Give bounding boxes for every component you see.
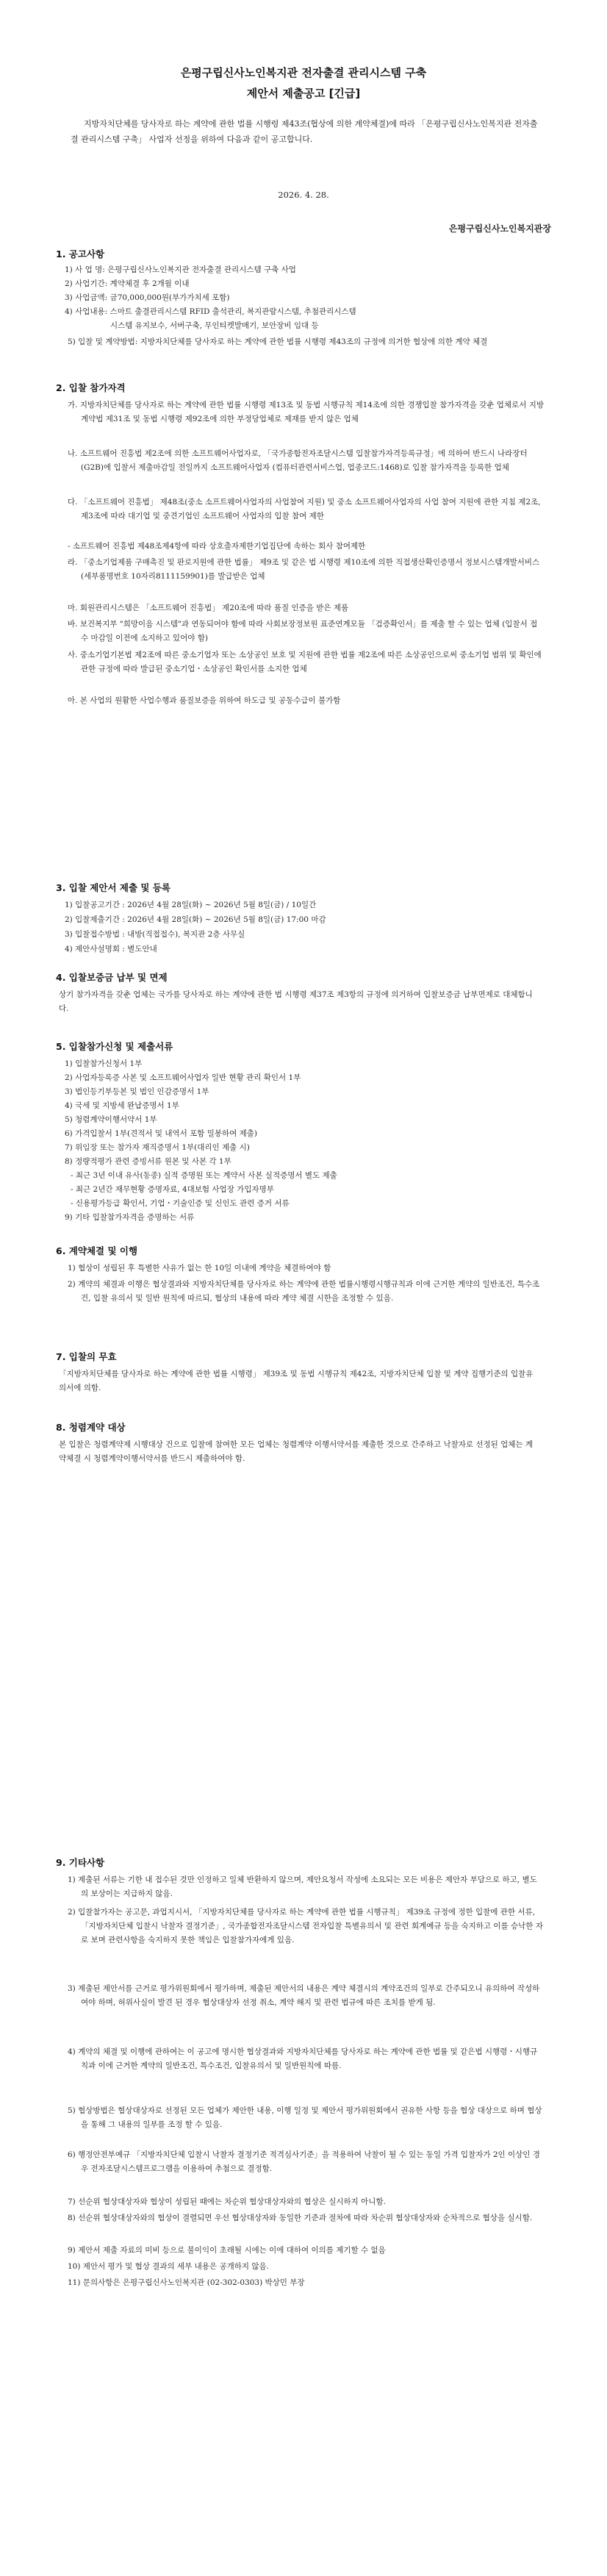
list-item: 3) 입찰접수방법 : 내방(직접접수), 복지관 2층 사무실: [65, 930, 245, 939]
section-body: 본 입찰은 청렴계약제 시행대상 건으로 입찰에 참여한 모든 업체는 청렴계약 이행서약서를 제출한 것으로 간주하고 낙찰자로 선정된 업체는 계약체결 시 청렴계약이행서약서를 반드시 제출하여야 함.: [59, 1440, 534, 1463]
section-heading: 5. 입찰참가신청 및 제출서류: [56, 1041, 173, 1052]
list-item: - 최근 3년 이내 유사(동종) 실적 증명원 또는 계약서 사본 실적증명서 별도 제출: [71, 1171, 337, 1180]
intro-paragraph: 지방자치단체를 당사자로 하는 계약에 관한 법률 시행령 제43조(협상에 의한 계약체결)에 따라 「은평구립신사노인복지관 전자출결 관리시스템 구축」 사업자 선정을 위하여 다음과 같이 공고합니다.: [71, 119, 538, 144]
section-body: 상기 참가자격을 갖춘 업체는 국가를 당사자로 하는 계약에 관한 법 시행령 제37조 제3항의 규정에 의거하여 입찰보증금 납부면제로 대체합니다.: [59, 990, 533, 1013]
list-item: 7) 위임장 또는 참가자 재직증명서 1부(대리인 제출 시): [65, 1143, 250, 1152]
list-item: 6) 행정안전부예규 「지방자치단체 입찰시 낙찰자 결정기준 적격심사기준」을 적용하여 낙찰이 될 수 있는 동일 가격 입찰자가 2인 이상인 경우 전자조달시스템프로그램을 이용하여 추첨으로 결정함.: [68, 2150, 540, 2173]
document-title: 은평구립신사노인복지관 전자출결 관리시스템 구축: [180, 66, 427, 79]
section-heading: 7. 입찰의 무효: [56, 1351, 117, 1362]
list-item: 마. 회원관리시스템은 「소프트웨어 진흥법」 제20조에 따라 품질 인증을 받은 제품: [68, 604, 349, 612]
list-item: 5) 입찰 및 계약방법: 지방자치단체를 당사자로 하는 계약에 관한 법률 시행령 제43조의 규정에 의거한 협상에 의한 계약 체결: [68, 337, 488, 346]
announcement-date: 2026. 4. 28.: [278, 190, 329, 200]
issuing-organization: 은평구립신사노인복지관장: [448, 223, 551, 234]
list-item: 3) 제출된 제안서를 근거로 평가위원회에서 평가하며, 제출된 제안서의 내용은 계약 체결시의 계약조건의 일부로 간주되오니 유의하여 작성하여야 하며, 허위사실이 발견 된 경우 협상대상자 선정 취소, 계약 해지 및 관련 법규에 따른 조치를 받게 됨.: [68, 1984, 540, 2007]
list-item: 1) 사 업 명: 은평구립신사노인복지관 전자출결 관리시스템 구축 사업: [65, 265, 296, 274]
list-item: 1) 입찰참가신청서 1부: [65, 1059, 143, 1068]
list-item: 11) 문의사항은 은평구립신사노인복지관 (02-302-0303) 박상민 부장: [68, 2278, 305, 2287]
list-item: 바. 보건복지부 "희망이음 시스템"과 연동되어야 함에 따라 사회보장정보원 표준연계모듈 「검증확인서」를 제출 할 수 있는 업체 (입찰서 접수 마감일 이전에 소지하고 있어야 함): [68, 620, 538, 643]
list-item: 6) 가격입찰서 1부(견적서 및 내역서 포함 밀봉하여 제출): [65, 1129, 258, 1138]
list-item: 2) 사업기간: 계약체결 후 2개월 이내: [65, 279, 190, 288]
list-item: - 최근 2년간 재무현황 증명자료, 4대보험 사업장 가입자명부: [71, 1185, 274, 1194]
section-heading: 3. 입찰 제안서 제출 및 등록: [56, 882, 170, 893]
list-item: 1) 제출된 서류는 기한 내 접수된 것만 인정하고 일체 반환하지 않으며, 제안요청서 작성에 소요되는 모든 비용은 제안자 부담으로 하고, 별도의 보상이는 지급하지 않음.: [68, 1875, 537, 1898]
list-item: 5) 청렴계약이행서약서 1부: [65, 1115, 157, 1124]
list-item: 10) 제안서 평가 및 협상 결과의 세부 내용은 공개하지 않음.: [68, 2262, 269, 2271]
list-item: 1) 입찰공고기간 : 2026년 4월 28일(화) ~ 2026년 5월 8일(금) / 10일간: [65, 901, 317, 909]
list-item: - 소프트웨어 진흥법 제48조제4항에 따라 상호출자제한기업집단에 속하는 회사 참여제한: [68, 542, 366, 551]
document-subtitle: 제안서 제출공고 [긴급]: [246, 87, 361, 100]
list-item: 4) 계약의 체결 및 이행에 관하여는 이 공고에 명시한 협상결과와 지방자치단체를 당사자로 하는 계약에 관한 법률 및 같은법 시행령・시행규칙과 이에 근거한 계약의 일반조건, 특수조건, 입찰유의서 및 일반원칙에 따름.: [68, 2047, 538, 2070]
section-heading: 8. 청렴계약 대상: [56, 1422, 126, 1433]
section-heading: 1. 공고사항: [56, 248, 105, 260]
list-item: 8) 선순위 협상대상자와의 협상이 결렬되면 우선 협상대상자와 동일한 기준과 절차에 따라 차순위 협상대상자와 순차적으로 협상을 실시함.: [68, 2214, 533, 2222]
list-item: 2) 계약의 체결과 이행은 협상결과와 지방자치단체를 당사자로 하는 계약에 관한 법률시행령시행규칙과 이에 근거한 계약의 일반조건, 특수조건, 입찰 유의서 및 일반 원칙에 따르되, 협상의 내용에 따라 계약 체결 시한을 조정할 수 있음.: [68, 1280, 540, 1303]
list-item: 가. 지방자치단체를 당사자로 하는 계약에 관한 법률 시행령 제13조 및 동법 시행규칙 제14조에 의한 경쟁입찰 참가자격을 갖춘 업체로서 지방계약법 제31조 및 동법 시행령 제92조에 의한 부정당업체로 제재를 받지 않은 업체: [68, 401, 544, 423]
list-item: 1) 협상이 성립된 후 특별한 사유가 없는 한 10일 이내에 계약을 체결하여야 함: [68, 1264, 331, 1273]
list-item: 5) 협상방법은 협상대상자로 선정된 모든 업체가 제안한 내용, 이행 일정 및 제안서 평가위원회에서 권유한 사항 등을 협상 대상으로 하며 협상을 통해 그 내용의 일부를 조정 할 수 있음.: [68, 2106, 542, 2129]
list-item: 9) 제안서 제출 자료의 미비 등으로 불이익이 초래될 시에는 이에 대하여 이의를 제기할 수 없음: [68, 2246, 386, 2255]
list-item: 3) 법인등기부등본 및 법인 인감증명서 1부: [65, 1087, 209, 1096]
list-item: - 신용평가등급 확인서, 기업・기술인증 및 신인도 관련 증거 서류: [71, 1199, 290, 1208]
list-item: 4) 제안사설명회 : 별도안내: [65, 945, 157, 954]
list-item: 다. 「소프트웨어 진흥법」 제48조(중소 소프트웨어사업자의 사업참여 지원) 및 중소 소프트웨어사업자의 사업 참여 지원에 관한 지침 제2조, 제3조에 따라 대기업 및 중견기업인 소프트웨어 사업자의 입찰 참여 제한: [68, 498, 541, 520]
list-item: 8) 정량적평가 관련 증빙서류 원본 및 사본 각 1부: [65, 1157, 231, 1166]
section-heading: 4. 입찰보증금 납부 및 면제: [56, 972, 168, 983]
list-item: 2) 입찰참가자는 공고문, 과업지시서, 「지방자치단체를 당사자로 하는 계약에 관한 법률 시행규칙」 제39조 규정에 정한 입찰에 관한 서류, 「지방자치단체 입찰시 낙찰자 결정기준」, 국가종합전자조달시스템 전자입찰 특별유의서 및 관련 회계예규 등을 숙지하고 이를 승낙한 자로 보며 관련사항을 숙지하지 못한 책임은 입찰참가자에게 있음.: [68, 1908, 543, 1944]
section-heading: 9. 기타사항: [56, 1857, 105, 1868]
list-item: 라. 「중소기업제품 구매촉진 및 판로지원에 관한 법률」 제9조 및 같은 법 시행령 제10조에 의한 직접생산확인증명서 정보시스템개발서비스(세부품명번호 10자리8111159901)를 발급받은 업체: [68, 558, 540, 581]
section-body: 「지방자치단체를 당사자로 하는 계약에 관한 법률 시행령」 제39조 및 동법 시행규칙 제42조, 지방자치단체 입찰 및 계약 집행기준의 입찰유의서에 의함.: [59, 1370, 534, 1392]
list-item: 2) 입찰제출기간 : 2026년 4월 28일(화) ~ 2026년 5월 8일(금) 17:00 마감: [65, 915, 326, 924]
list-item: 7) 선순위 협상대상자와 협상이 성립된 때에는 차순위 협상대상자와의 협상은 실시하지 아니함.: [68, 2197, 386, 2206]
list-item: 아. 본 사업의 원활한 사업수행과 품질보증을 위하여 하도급 및 공동수급이 불가함: [68, 696, 341, 705]
section-heading: 6. 계약체결 및 이행: [56, 1245, 138, 1256]
list-item: 4) 국세 및 지방세 완납증명서 1부: [65, 1101, 179, 1110]
list-item: 나. 소프트웨어 진흥법 제2조에 의한 소프트웨어사업자로, 「국가종합전자조달시스템 입찰참가자격등록규정」에 의하여 반드시 나라장터(G2B)에 입찰서 제출마감일 전일까지 소프트웨어사업자 (컴퓨터관련서비스업, 업종코드:1468)로 입찰 참가자격을 등록한 업체: [68, 449, 528, 472]
list-item: 3) 사업금액: 금70,000,000원(부가가치세 포함): [65, 293, 230, 302]
list-item: 시스템 유지보수, 서버구축, 무인티켓발매기, 보안장비 임대 등: [110, 321, 319, 330]
list-item: 사. 중소기업기본법 제2조에 따른 중소기업자 또는 소상공인 보호 및 지원에 관한 법률 제2조에 따른 소상공인으로써 중소기업 범위 및 확인에 관한 규정에 따라 발급된 중소기업・소상공인 확인서를 소지한 업체: [68, 651, 542, 673]
list-item: 9) 기타 입찰참가자격을 증명하는 서류: [65, 1213, 195, 1222]
section-heading: 2. 입찰 참가자격: [56, 382, 126, 393]
list-item: 4) 사업내용: 스마트 출결관리시스템 RFID 출석관리, 복지관람시스템, 추첨관리시스템: [65, 307, 356, 316]
list-item: 2) 사업자등록증 사본 및 소프트웨어사업자 일반 현황 관리 확인서 1부: [65, 1073, 301, 1082]
